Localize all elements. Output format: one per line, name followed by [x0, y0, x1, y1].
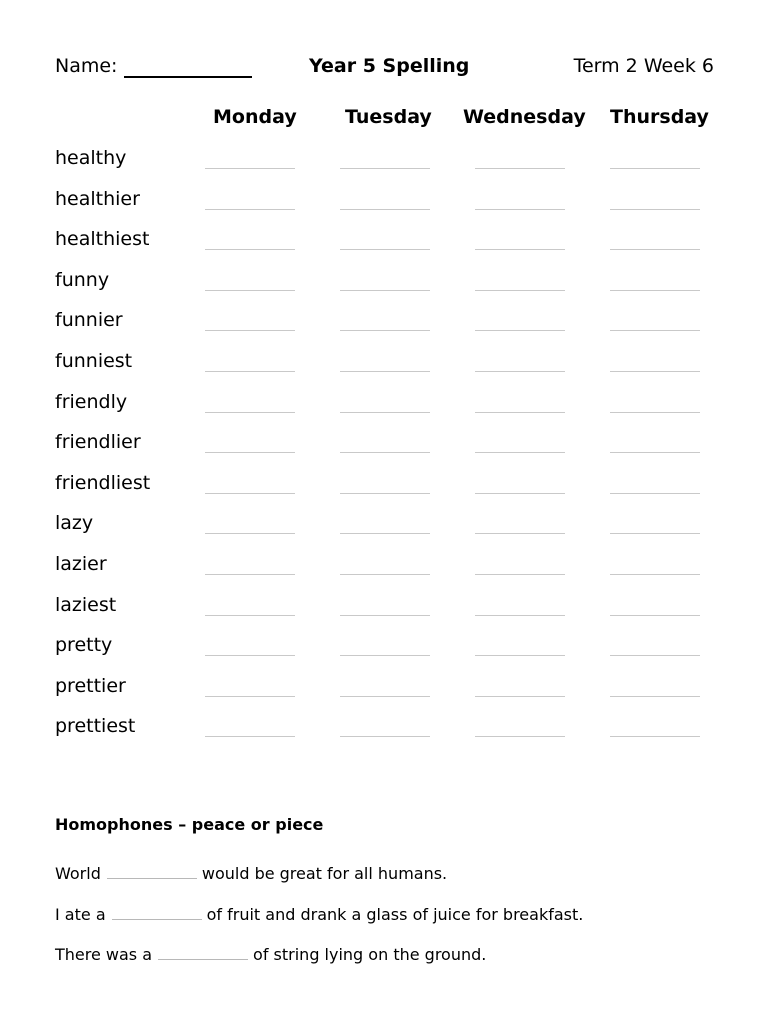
- blank-line-thursday[interactable]: [610, 209, 700, 210]
- blank-line-tuesday[interactable]: [340, 330, 430, 331]
- blank-line-thursday[interactable]: [610, 330, 700, 331]
- blank-line-monday[interactable]: [205, 330, 295, 331]
- blank-line-monday[interactable]: [205, 249, 295, 250]
- blank-line-wednesday[interactable]: [475, 371, 565, 372]
- name-blank-line[interactable]: [124, 76, 252, 78]
- blank-line-thursday[interactable]: [610, 533, 700, 534]
- blank-line-tuesday[interactable]: [340, 290, 430, 291]
- blank-line-tuesday[interactable]: [340, 452, 430, 453]
- blank-line-tuesday[interactable]: [340, 736, 430, 737]
- blank-line-wednesday[interactable]: [475, 290, 565, 291]
- blank-line-thursday[interactable]: [610, 736, 700, 737]
- blank-line-wednesday[interactable]: [475, 412, 565, 413]
- spelling-word: friendliest: [55, 471, 151, 494]
- blank-line-wednesday[interactable]: [475, 493, 565, 494]
- sentence-start: There was a: [55, 945, 153, 964]
- blank-line-thursday[interactable]: [610, 371, 700, 372]
- blank-line-tuesday[interactable]: [340, 412, 430, 413]
- fill-in-blank[interactable]: [107, 864, 197, 879]
- blank-line-monday[interactable]: [205, 371, 295, 372]
- blank-line-wednesday[interactable]: [475, 655, 565, 656]
- homophone-sentence: [55, 864, 447, 883]
- sentence-end: would be great for all humans.: [201, 864, 448, 883]
- blank-line-wednesday[interactable]: [475, 696, 565, 697]
- blank-line-wednesday[interactable]: [475, 209, 565, 210]
- term-week-label: Term 2 Week 6: [573, 55, 714, 77]
- spelling-word: prettier: [55, 674, 126, 697]
- spelling-word: funny: [55, 268, 110, 291]
- day-heading-monday: Monday: [213, 106, 297, 128]
- sentence-end: of fruit and drank a glass of juice for breakfast.: [206, 905, 584, 924]
- blank-line-thursday[interactable]: [610, 493, 700, 494]
- blank-line-wednesday[interactable]: [475, 330, 565, 331]
- blank-line-monday[interactable]: [205, 168, 295, 169]
- blank-line-tuesday[interactable]: [340, 655, 430, 656]
- fill-in-blank[interactable]: [158, 945, 248, 960]
- homophone-sentence: [55, 945, 486, 964]
- day-heading-thursday: Thursday: [610, 106, 709, 128]
- spelling-word: healthier: [55, 187, 140, 210]
- spelling-word: funnier: [55, 309, 123, 332]
- blank-line-thursday[interactable]: [610, 452, 700, 453]
- blank-line-thursday[interactable]: [610, 574, 700, 575]
- blank-line-thursday[interactable]: [610, 249, 700, 250]
- day-heading-wednesday: Wednesday: [463, 106, 586, 128]
- spelling-word: laziest: [55, 593, 117, 616]
- sentence-end: of string lying on the ground.: [253, 945, 487, 964]
- spelling-word: friendly: [55, 390, 128, 413]
- blank-line-wednesday[interactable]: [475, 533, 565, 534]
- blank-line-wednesday[interactable]: [475, 249, 565, 250]
- blank-line-monday[interactable]: [205, 615, 295, 616]
- blank-line-wednesday[interactable]: [475, 168, 565, 169]
- blank-line-tuesday[interactable]: [340, 696, 430, 697]
- homophone-sentence: [55, 905, 583, 924]
- spelling-word: lazier: [55, 553, 107, 575]
- blank-line-wednesday[interactable]: [475, 574, 565, 575]
- day-heading-tuesday: Tuesday: [345, 106, 432, 128]
- blank-line-monday[interactable]: [205, 493, 295, 494]
- blank-line-tuesday[interactable]: [340, 209, 430, 210]
- blank-line-monday[interactable]: [205, 574, 295, 575]
- blank-line-monday[interactable]: [205, 209, 295, 210]
- blank-line-thursday[interactable]: [610, 412, 700, 413]
- blank-line-tuesday[interactable]: [340, 493, 430, 494]
- sentence-start: I ate a: [55, 905, 106, 924]
- name-label: Name:: [55, 55, 118, 77]
- blank-line-thursday[interactable]: [610, 655, 700, 656]
- blank-line-wednesday[interactable]: [475, 615, 565, 616]
- blank-line-monday[interactable]: [205, 655, 295, 656]
- blank-line-wednesday[interactable]: [475, 736, 565, 737]
- worksheet-title: Year 5 Spelling: [309, 55, 470, 77]
- homophones-heading: Homophones – peace or piece: [55, 815, 324, 834]
- blank-line-wednesday[interactable]: [475, 452, 565, 453]
- blank-line-tuesday[interactable]: [340, 615, 430, 616]
- blank-line-monday[interactable]: [205, 696, 295, 697]
- blank-line-tuesday[interactable]: [340, 249, 430, 250]
- sentence-start: World: [55, 864, 101, 883]
- blank-line-tuesday[interactable]: [340, 371, 430, 372]
- blank-line-monday[interactable]: [205, 412, 295, 413]
- spelling-word: lazy: [55, 512, 94, 535]
- blank-line-tuesday[interactable]: [340, 168, 430, 169]
- spelling-word: healthy: [55, 147, 127, 169]
- blank-line-thursday[interactable]: [610, 290, 700, 291]
- blank-line-tuesday[interactable]: [340, 533, 430, 534]
- blank-line-thursday[interactable]: [610, 696, 700, 697]
- blank-line-monday[interactable]: [205, 533, 295, 534]
- spelling-word: funniest: [55, 350, 133, 372]
- spelling-word: friendlier: [55, 431, 141, 454]
- blank-line-monday[interactable]: [205, 452, 295, 453]
- blank-line-monday[interactable]: [205, 736, 295, 737]
- spelling-word: prettiest: [55, 715, 136, 738]
- fill-in-blank[interactable]: [112, 905, 202, 920]
- spelling-word: pretty: [55, 634, 113, 657]
- spelling-word: healthiest: [55, 228, 150, 251]
- blank-line-thursday[interactable]: [610, 168, 700, 169]
- blank-line-thursday[interactable]: [610, 615, 700, 616]
- blank-line-monday[interactable]: [205, 290, 295, 291]
- blank-line-tuesday[interactable]: [340, 574, 430, 575]
